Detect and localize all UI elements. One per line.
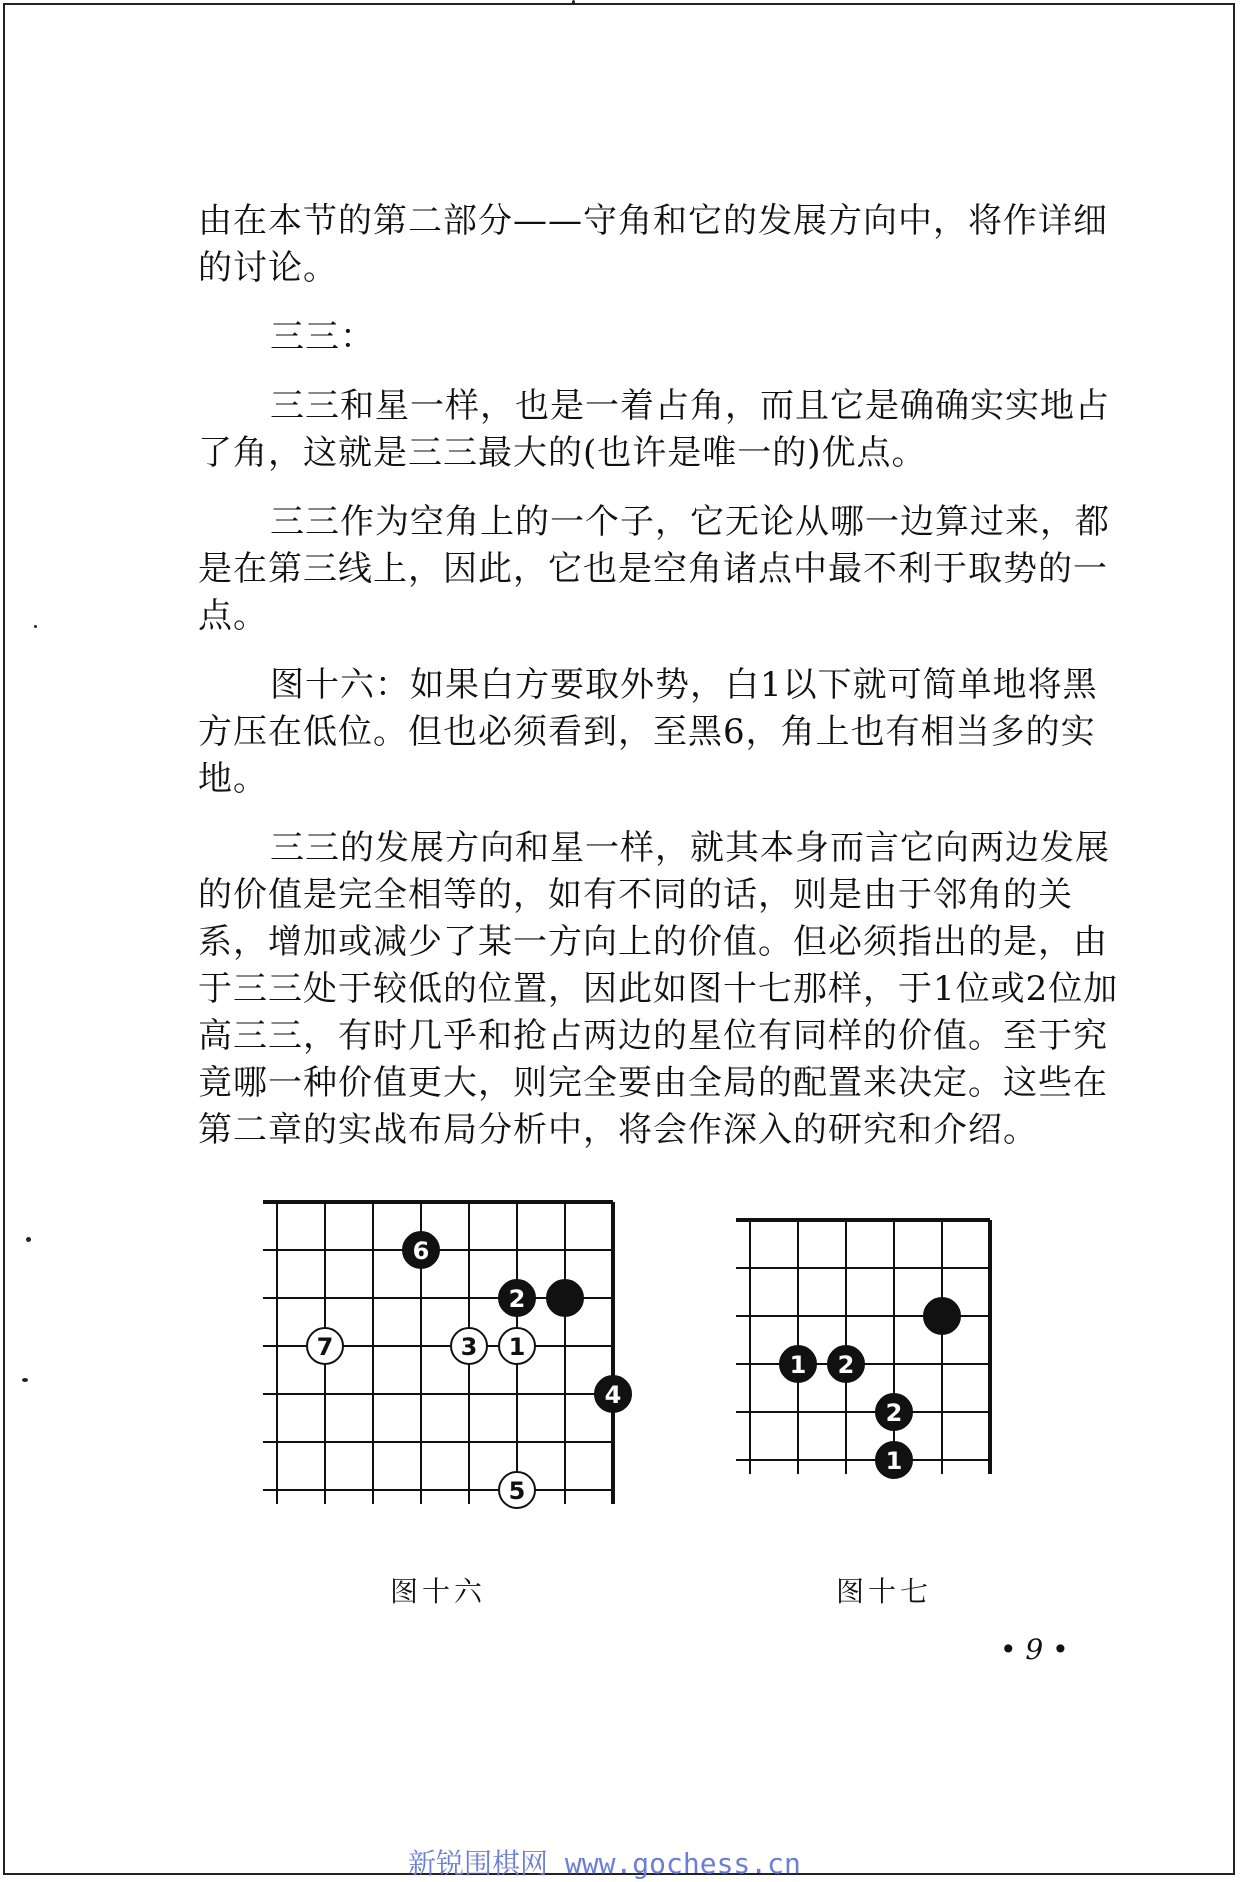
go-diagram-figure-16 bbox=[255, 1178, 675, 1548]
paragraph: 三三作为空角上的一个子，它无论从哪一边算过来，都是在第三线上，因此，它也是空角诸点中最不利于取势的一点。 bbox=[198, 502, 1110, 636]
stone-label: 1 bbox=[508, 1333, 526, 1361]
scan-speck bbox=[22, 1378, 28, 1382]
black-stone bbox=[876, 1394, 912, 1430]
watermark: 新锐围棋网 www.gochess.cn bbox=[408, 1847, 801, 1880]
stone-label: 5 bbox=[508, 1477, 526, 1505]
white-stone bbox=[451, 1328, 487, 1364]
paragraph: 图十六：如果白方要取外势，白1以下就可简单地将黑方压在低位。但也必须看到，至黑6，角上也有相当多的实地。 bbox=[198, 665, 1098, 799]
black-stone bbox=[595, 1376, 631, 1412]
stone-label: 1 bbox=[885, 1447, 903, 1475]
black-stone bbox=[499, 1280, 535, 1316]
paragraph: 三三的发展方向和星一样，就其本身而言它向两边发展的价值是完全相等的，如有不同的话，则是由于邻角的关系，增加或减少了某一方向上的价值。但必须指出的是，由于三三处于较低的位置，因此如图十七那样，于1位或2位加高三三，有时几乎和抢占两边的星位有同样的价值。至于究竟哪一种价值更大，则完全要由全局的配置来决定。这些在第二章的实战布局分析中，将会作深入的研究和介绍。 bbox=[198, 828, 1119, 1150]
black-stone bbox=[780, 1346, 816, 1382]
paragraph: 三三和星一样，也是一着占角，而且它是确确实实地占了角，这就是三三最大的(也许是唯一的)优点。 bbox=[198, 386, 1110, 473]
stone-label: 1 bbox=[789, 1351, 807, 1379]
board-grid bbox=[736, 1220, 990, 1474]
scan-speck bbox=[26, 1237, 31, 1242]
stone-label: 4 bbox=[604, 1381, 622, 1409]
stone-label: 2 bbox=[837, 1351, 855, 1379]
white-stone bbox=[307, 1328, 343, 1364]
black-stone bbox=[924, 1298, 960, 1334]
black-stone bbox=[547, 1280, 583, 1316]
stone-label: 2 bbox=[508, 1285, 526, 1313]
stone-label: 6 bbox=[412, 1237, 430, 1265]
paragraph-continuation: 由在本节的第二部分——守角和它的发展方向中，将作详细的讨论。 bbox=[198, 201, 1108, 288]
black-stone bbox=[876, 1442, 912, 1478]
body-text bbox=[198, 198, 1123, 1154]
figure-17-caption: 图十七 bbox=[836, 1575, 933, 1608]
go-diagram-figure-17 bbox=[728, 1198, 1058, 1528]
scan-speck bbox=[572, 0, 575, 5]
stone-label: 2 bbox=[885, 1399, 903, 1427]
figure-16-caption: 图十六 bbox=[390, 1575, 487, 1608]
section-heading-sansan: 三三： bbox=[270, 317, 375, 357]
black-stone bbox=[403, 1232, 439, 1268]
stone-label: 3 bbox=[460, 1333, 478, 1361]
scan-speck bbox=[34, 625, 37, 628]
white-stone bbox=[499, 1472, 535, 1508]
page-number: • 9 • bbox=[1000, 1633, 1069, 1666]
black-stone bbox=[828, 1346, 864, 1382]
white-stone bbox=[499, 1328, 535, 1364]
stone-label: 7 bbox=[316, 1333, 334, 1361]
